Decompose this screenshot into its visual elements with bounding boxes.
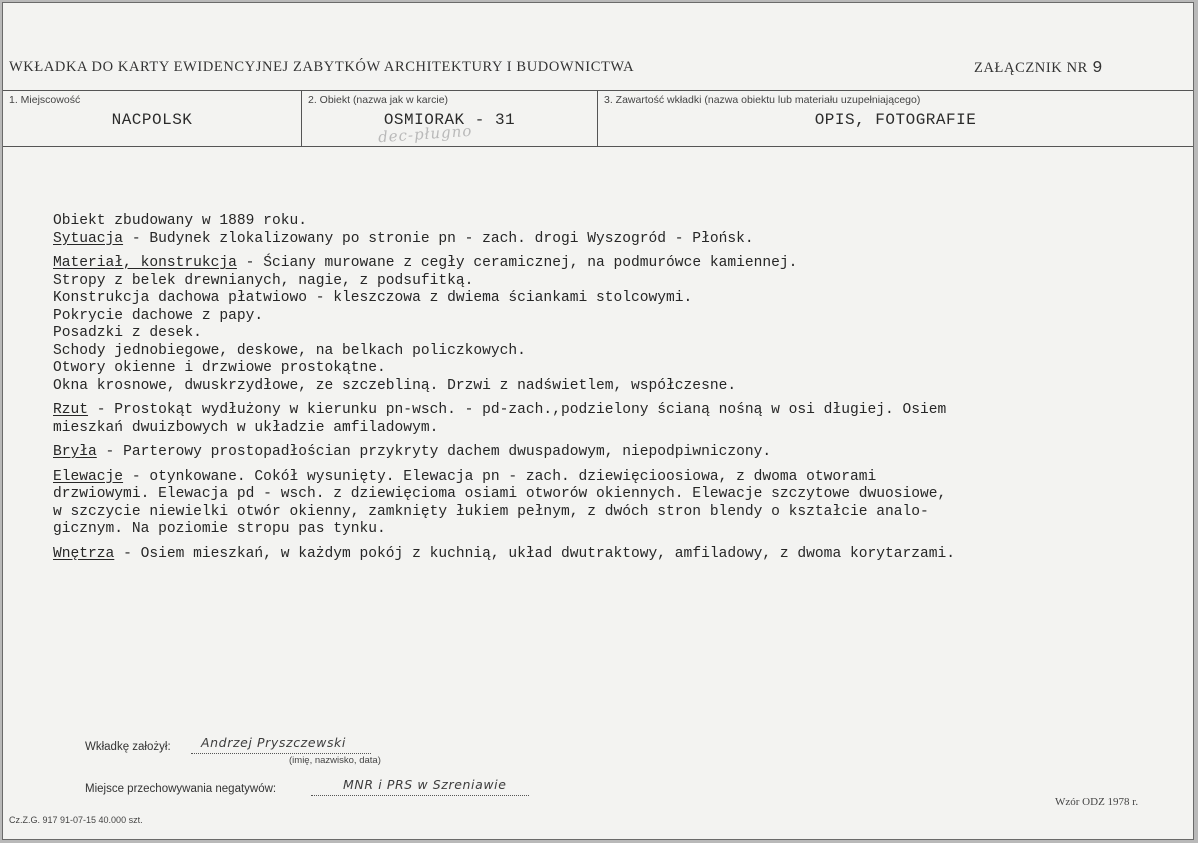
section-text: Stropy z belek drewnianych, nagie, z podsufitką.	[53, 272, 474, 289]
section-text: Konstrukcja dachowa płatwiowo - kleszczowa z dwiema ściankami stolcowymi.	[53, 290, 693, 306]
description-line	[53, 231, 1153, 249]
description-line	[53, 360, 1153, 378]
section-heading: Rzut	[53, 402, 89, 418]
description-line	[53, 546, 1153, 564]
section-heading: Sytuacja	[53, 230, 124, 247]
annex-label	[974, 59, 1103, 78]
description-line	[53, 469, 1153, 487]
created-by-line	[191, 753, 371, 754]
print-code: Cz.Z.G. 917 91-07-15 40.000 szt.	[9, 815, 143, 825]
annex-label-text: ZAŁĄCZNIK NR	[974, 60, 1088, 76]
description-line	[53, 402, 1153, 420]
section-heading: Bryła	[53, 444, 97, 460]
field-locality	[3, 90, 301, 147]
description-line	[53, 343, 1153, 361]
description-line	[53, 290, 1153, 308]
section-text: w szczycie niewielki otwór okienny, zamknięty łukiem pełnym, z dwóch stron blendy o kształcie analo-	[53, 503, 929, 520]
handwritten-note: dec-pługno	[377, 121, 473, 147]
created-by-hint: (imię, nazwisko, data)	[289, 755, 381, 766]
created-by-label: Wkładkę założył:	[85, 741, 171, 753]
description-line	[53, 504, 1153, 522]
section-text: - Prostokąt wydłużony w kierunku pn-wsch. - pd-zach.,podzielony ścianą nośną w osi długiej. Osiem	[88, 402, 947, 418]
section-text: mieszkań dwuizbowych w układzie amfiladowym.	[53, 419, 439, 436]
description-line	[53, 255, 1153, 273]
section-heading: Materiał, konstrukcja	[53, 255, 237, 271]
section-heading: Wnętrza	[53, 545, 115, 562]
section-heading: Elewacje	[53, 468, 124, 485]
section-text: gicznym. Na poziomie stropu pas tynku.	[53, 521, 386, 537]
section-text: - Ściany murowane z cegły ceramicznej, na podmurówce kamiennej.	[236, 255, 798, 271]
description-line	[53, 521, 1153, 539]
description-line	[53, 273, 1153, 291]
storage-label: Miejsce przechowywania negatywów:	[85, 783, 277, 795]
card-title: WKŁADKA DO KARTY EWIDENCYJNEJ ZABYTKÓW ARCHITEKTURY I BUDOWNICTWA	[9, 59, 635, 75]
description-line	[53, 213, 1153, 231]
inventory-card	[2, 2, 1194, 840]
created-by-value: Andrzej Pryszczewski	[201, 735, 346, 750]
section-text: drzwiowymi. Elewacja pd - wsch. z dziewięcioma osiami otworów okiennych. Elewacje szczytowe dwuosiowe,	[53, 486, 947, 502]
field-contents	[597, 90, 1193, 147]
field-object-label: 2. Obiekt (nazwa jak w karcie)	[308, 94, 449, 106]
description-line	[53, 308, 1153, 326]
storage-value: MNR i PRS w Szreniawie	[343, 777, 507, 792]
field-contents-label: 3. Zawartość wkładki (nazwa obiektu lub materiału uzupełniającego)	[604, 94, 921, 106]
description-body	[53, 213, 1153, 563]
form-code: Wzór ODZ 1978 r.	[1055, 796, 1139, 808]
section-text: - Parterowy prostopadłościan przykryty dachem dwuspadowym, niepodpiwniczony.	[96, 444, 772, 460]
annex-number: 9	[1092, 59, 1103, 78]
section-text: Pokrycie dachowe z papy.	[53, 307, 264, 324]
field-contents-value: OPIS, FOTOGRAFIE	[814, 111, 977, 129]
storage-line	[311, 795, 529, 796]
description-line	[53, 444, 1153, 462]
description-line	[53, 325, 1153, 343]
field-locality-label: 1. Miejscowość	[9, 94, 81, 106]
section-text: Otwory okienne i drzwiowe prostokątne.	[53, 360, 386, 376]
field-object-value: OSMIORAK - 31	[383, 111, 516, 129]
section-text: - Osiem mieszkań, w każdym pokój z kuchnią, układ dwutraktowy, amfiladowy, z dwoma korytarzami.	[114, 545, 956, 562]
section-text: Posadzki z desek.	[53, 325, 202, 341]
section-text: Obiekt zbudowany w 1889 roku.	[53, 213, 307, 229]
section-text: - Budynek zlokalizowany po stronie pn - zach. drogi Wyszogród - Płońsk.	[123, 230, 754, 247]
section-text: - otynkowane. Cokół wysunięty. Elewacja pn - zach. dziewięcioosiowa, z dwoma otworami	[123, 468, 877, 485]
section-text: Schody jednobiegowe, deskowe, na belkach policzkowych.	[53, 342, 526, 359]
description-line	[53, 378, 1153, 396]
section-text: Okna krosnowe, dwuskrzydłowe, ze szczebliną. Drzwi z nadświetlem, współczesne.	[53, 377, 737, 394]
description-line	[53, 486, 1153, 504]
field-locality-value: NACPOLSK	[111, 111, 193, 129]
description-line	[53, 420, 1153, 438]
